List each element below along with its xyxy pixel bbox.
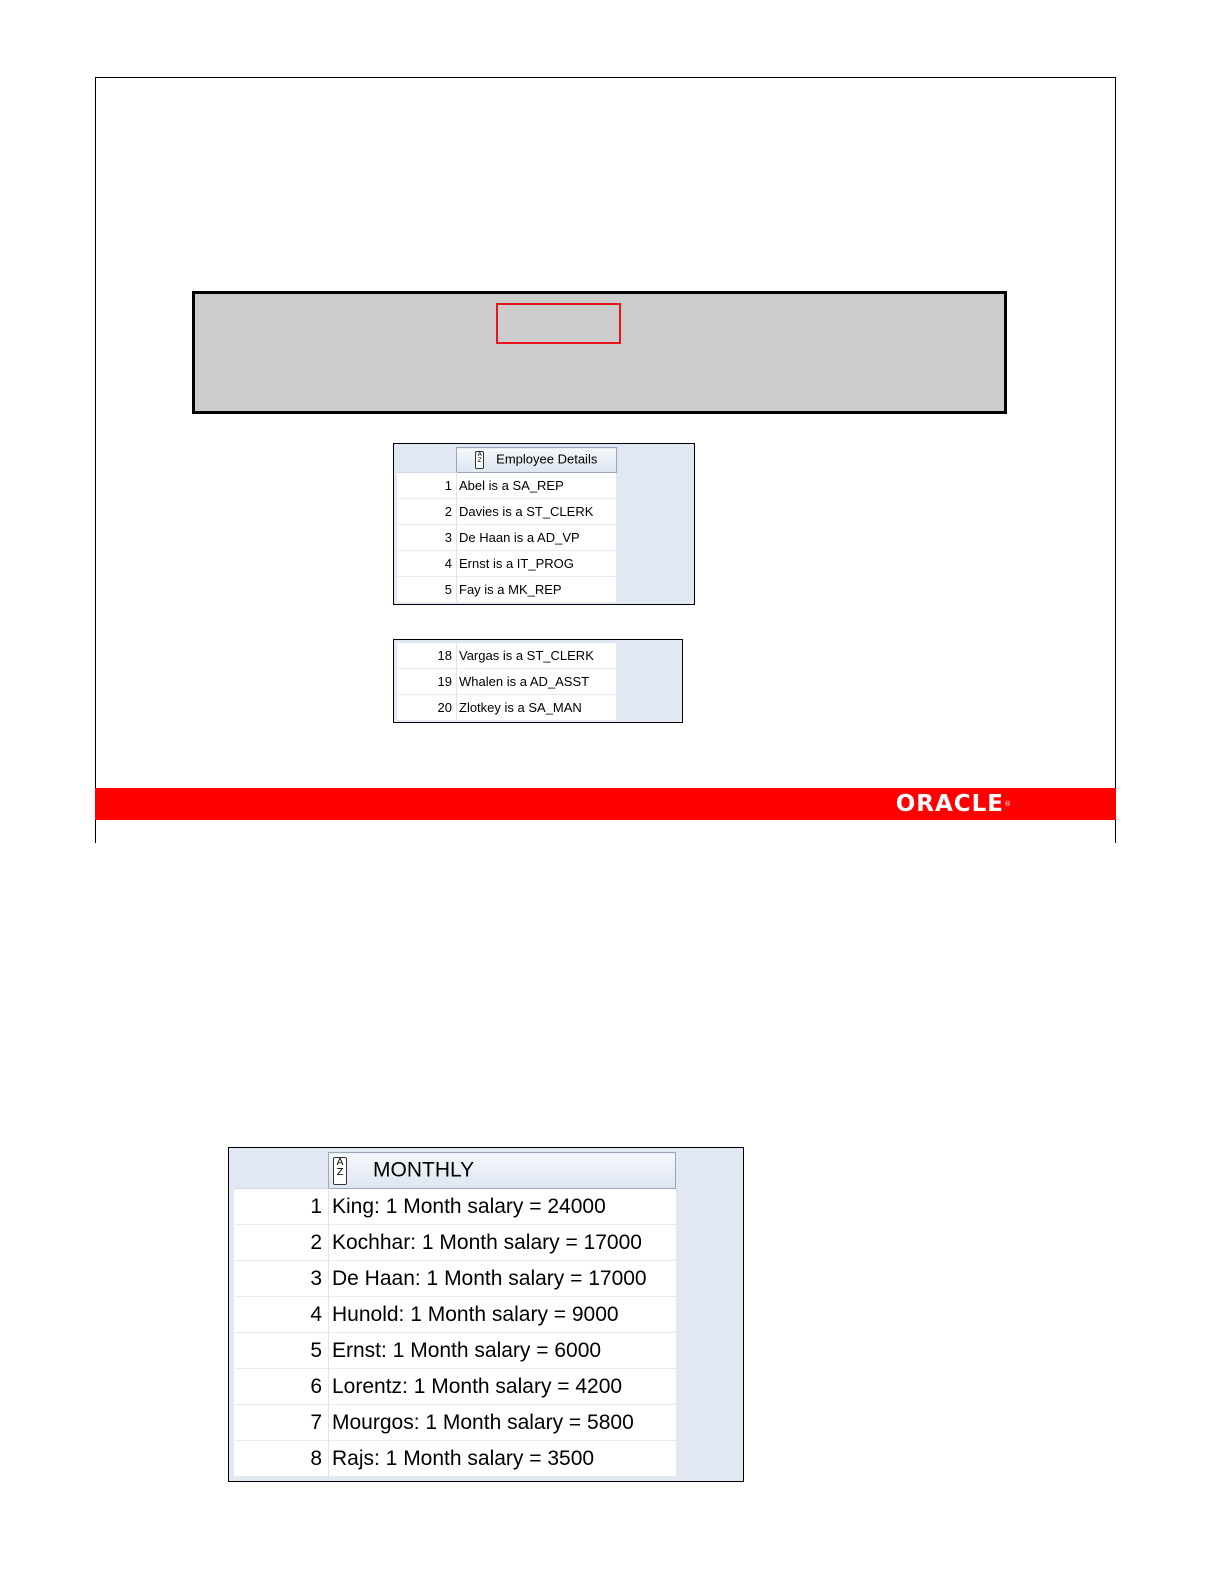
table-row[interactable] [234,1405,676,1441]
table-row[interactable] [234,1261,676,1297]
row-number: 5 [234,1333,329,1369]
cell-value[interactable]: King: 1 Month salary = 24000 [329,1189,676,1225]
table-row[interactable] [397,473,616,499]
table-row[interactable] [234,1441,676,1477]
table-row[interactable] [397,525,616,551]
column-header-label: Employee Details [496,451,598,467]
column-header-label: MONTHLY [373,1158,475,1182]
cell-value[interactable]: Mourgos: 1 Month salary = 5800 [329,1405,676,1441]
cell-value[interactable]: Fay is a MK_REP [457,577,617,603]
table-row[interactable] [397,577,616,603]
table-row[interactable] [397,695,616,721]
table-row[interactable] [234,1297,676,1333]
sort-az-icon[interactable]: A Z [333,1157,347,1185]
cell-value[interactable]: De Haan: 1 Month salary = 17000 [329,1261,676,1297]
table-row[interactable] [234,1225,676,1261]
row-number: 3 [234,1261,329,1297]
table-row[interactable] [234,1189,676,1225]
sql-code-box [192,291,1007,414]
cell-value[interactable]: Zlotkey is a SA_MAN [457,695,617,721]
cell-value[interactable]: Hunold: 1 Month salary = 9000 [329,1297,676,1333]
row-number: 18 [397,643,457,669]
row-number: 2 [397,499,457,525]
oracle-logo: ORACLE® [895,791,1012,817]
table-row[interactable] [397,643,616,669]
cell-value[interactable]: Ernst: 1 Month salary = 6000 [329,1333,676,1369]
cell-value[interactable]: Ernst is a IT_PROG [457,551,617,577]
row-number: 2 [234,1225,329,1261]
row-number: 19 [397,669,457,695]
row-number: 5 [397,577,457,603]
sort-az-icon[interactable]: A Z [475,451,484,469]
highlight-box [496,303,621,344]
row-number: 6 [234,1369,329,1405]
monthly-grid [228,1147,744,1482]
cell-value[interactable]: Rajs: 1 Month salary = 3500 [329,1441,676,1477]
row-number: 8 [234,1441,329,1477]
cell-value[interactable]: De Haan is a AD_VP [457,525,617,551]
column-header[interactable] [457,448,617,473]
row-number: 4 [234,1297,329,1333]
employee-details-grid [393,443,695,605]
column-header[interactable] [329,1153,676,1189]
row-number-header [397,448,457,473]
row-number: 20 [397,695,457,721]
row-number: 7 [234,1405,329,1441]
employee-details-table [397,447,617,603]
row-number: 4 [397,551,457,577]
table-row[interactable] [397,669,616,695]
table-row[interactable] [234,1333,676,1369]
row-number-header [234,1153,329,1189]
table-row[interactable] [397,499,616,525]
row-number: 1 [234,1189,329,1225]
cell-value[interactable]: Vargas is a ST_CLERK [457,643,617,669]
monthly-table [234,1152,676,1477]
table-row[interactable] [234,1369,676,1405]
row-number: 1 [397,473,457,499]
footer-bar [95,788,1116,820]
cell-value[interactable]: Whalen is a AD_ASST [457,669,617,695]
cell-value[interactable]: Abel is a SA_REP [457,473,617,499]
employee-details-table-continued [397,643,616,721]
row-number: 3 [397,525,457,551]
employee-details-grid-continued [393,639,683,723]
cell-value[interactable]: Lorentz: 1 Month salary = 4200 [329,1369,676,1405]
table-row[interactable] [397,551,616,577]
cell-value[interactable]: Kochhar: 1 Month salary = 17000 [329,1225,676,1261]
cell-value[interactable]: Davies is a ST_CLERK [457,499,617,525]
